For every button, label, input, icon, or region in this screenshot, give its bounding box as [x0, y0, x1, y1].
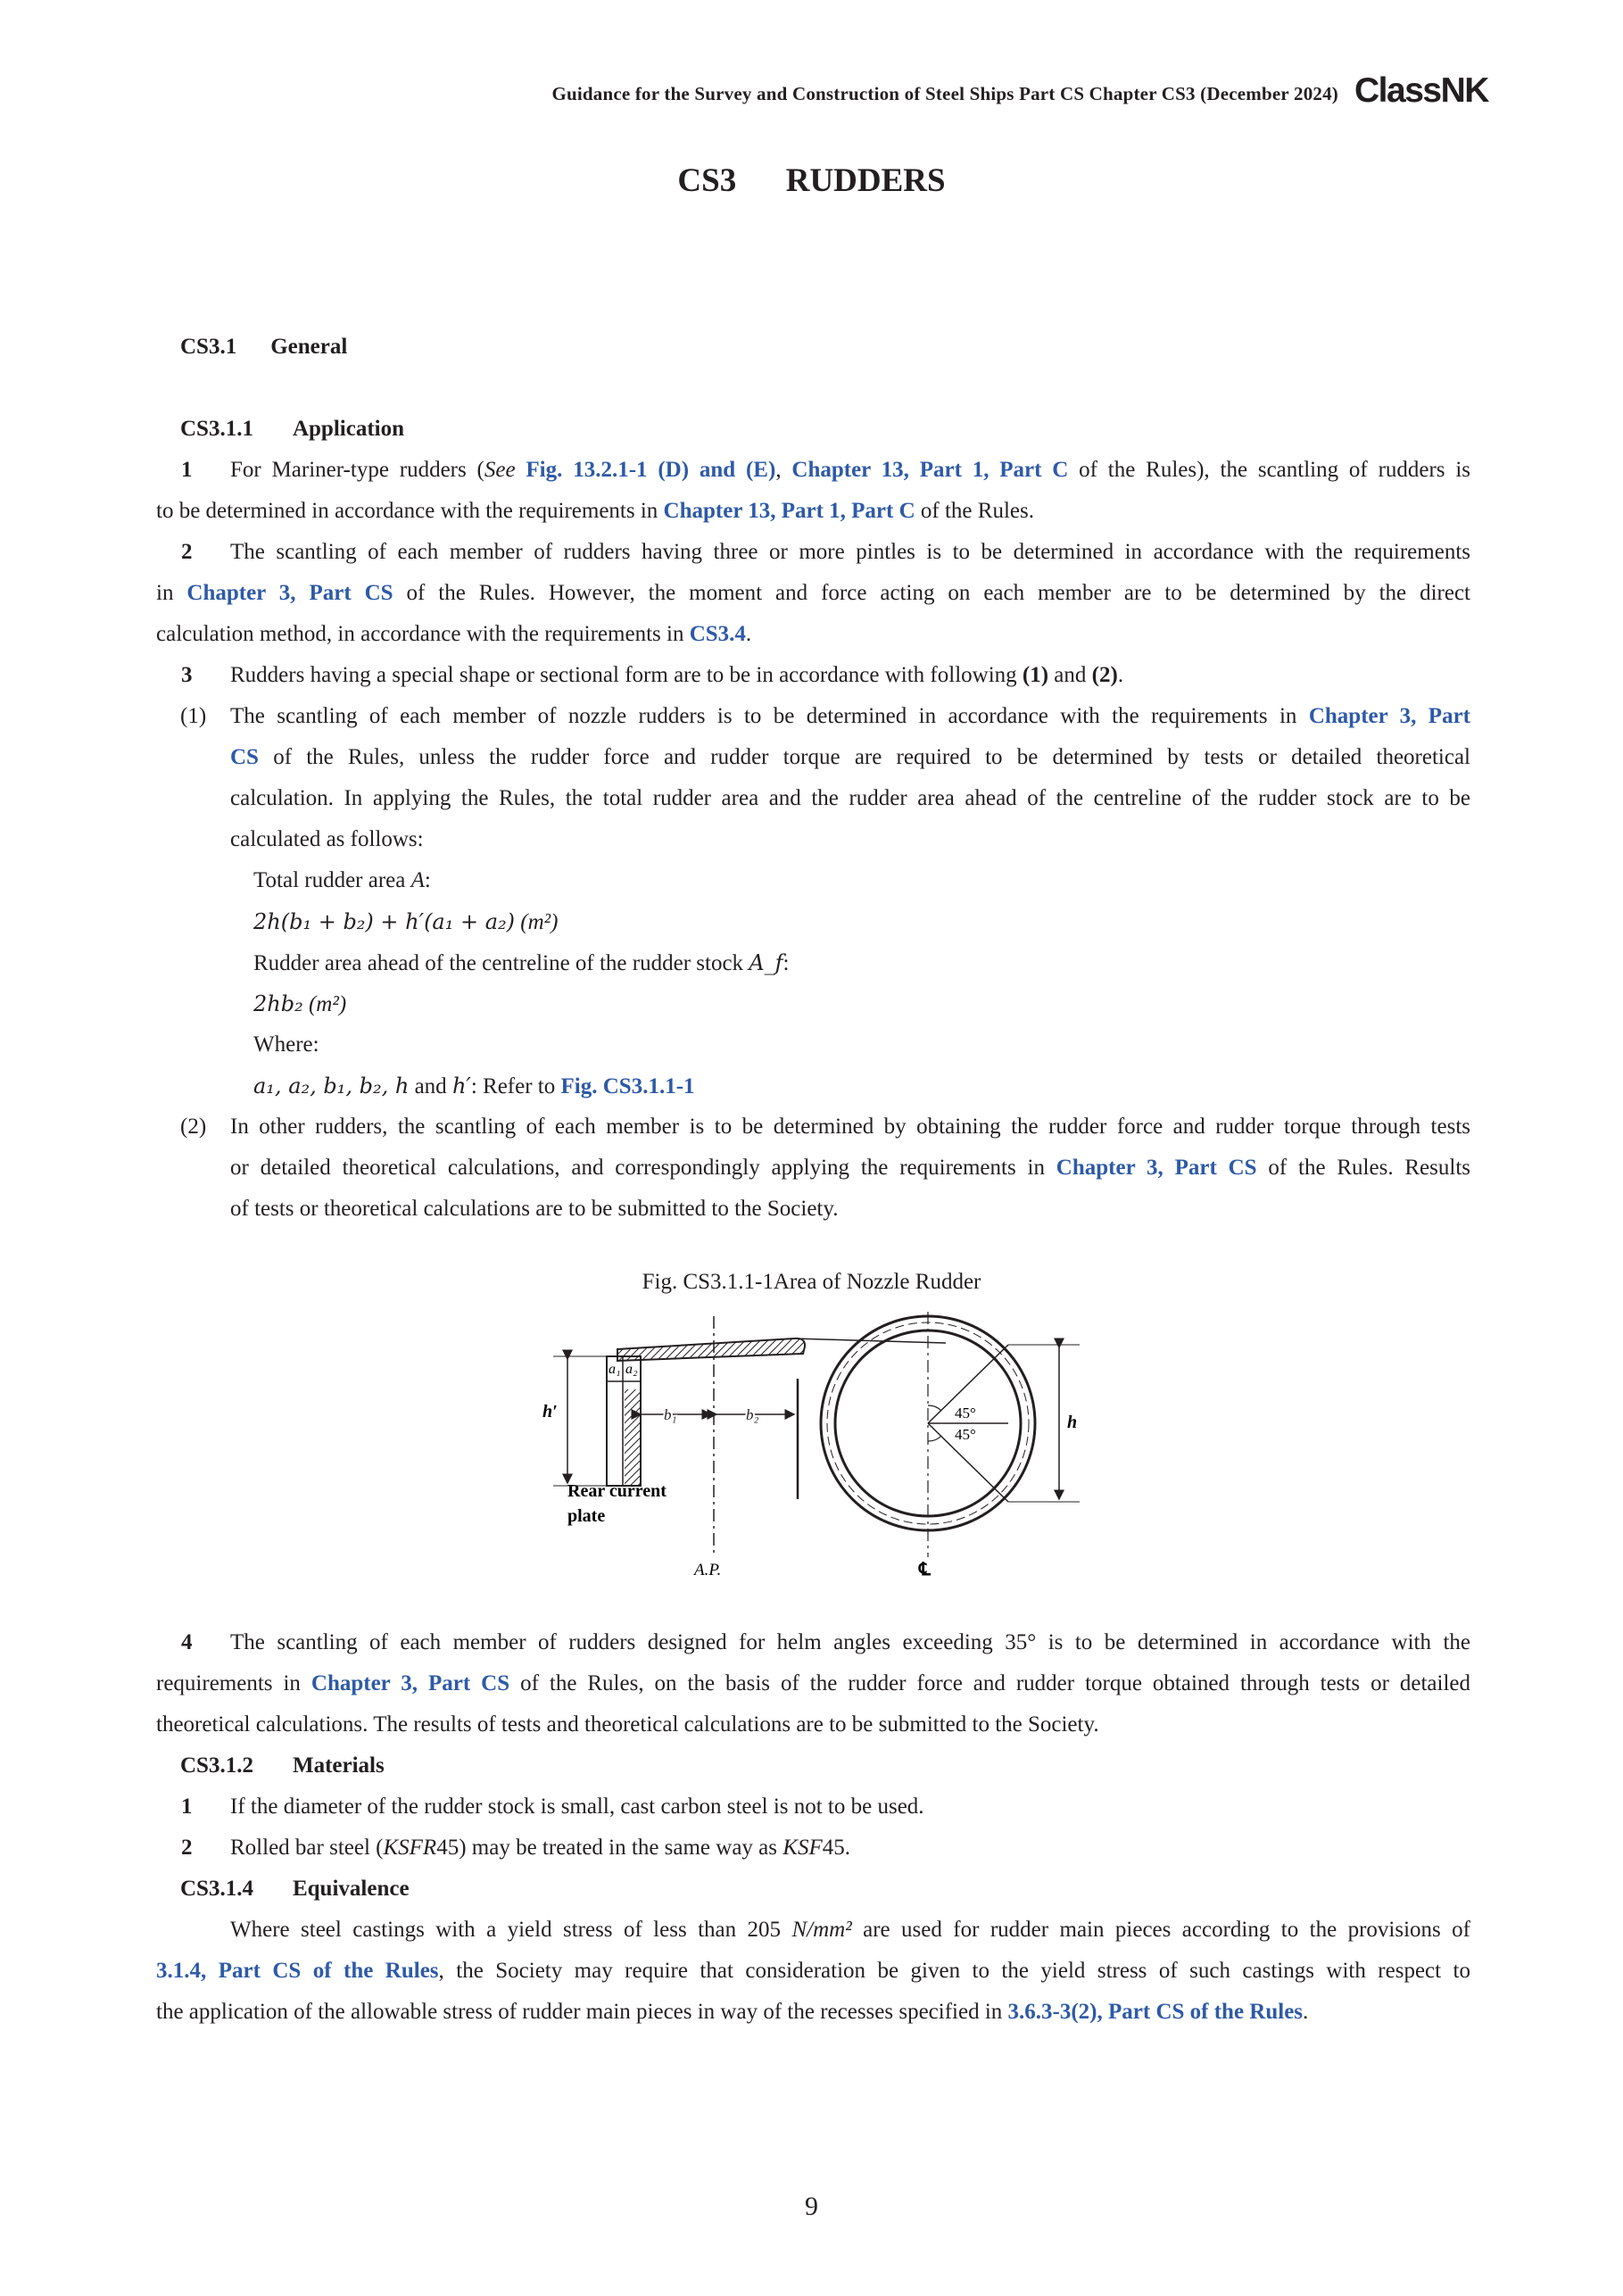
figure-caption: Fig. CS3.1.1-1Area of Nozzle Rudder	[642, 1270, 981, 1294]
section-heading-cs3-1-1: CS3.1.1 Application	[180, 417, 404, 441]
link-chapter-3[interactable]: Chapter 3, Part CS	[186, 581, 393, 605]
paragraph-2-line-3: calculation method, in accordance with the requirements in CS3.4.	[156, 622, 752, 646]
link-chapter-13[interactable]: Chapter 13, Part 1, Part C	[791, 458, 1069, 482]
formula-area-ahead: 2hb₂ (m²)	[253, 991, 347, 1016]
paragraph-1-line-2: to be determined in accordance with the requirements in Chapter 13, Part 1, Part C of the Rules.	[156, 499, 1034, 523]
paragraph-number: 3	[181, 663, 193, 687]
extension-line	[794, 1339, 946, 1343]
paragraph-number: 1	[181, 1795, 193, 1819]
label-b2: b₂	[746, 1406, 759, 1423]
label-centerline: ℄	[919, 1560, 931, 1579]
paragraph-number: 2	[181, 540, 193, 564]
section-heading-cs3-1-2: CS3.1.2 Materials	[180, 1753, 385, 1778]
paragraph-3-line-1: Rudders having a special shape or sectional form are to be in accordance with following (1) and (2).	[230, 663, 1124, 687]
equivalence-line-2: 3.1.4, Part CS of the Rules, the Society may require that consideration be given to the yield stress of such castings with respect to	[156, 1959, 1470, 1983]
item-1-line-4: calculated as follows:	[230, 827, 424, 851]
item-1-line-3: calculation. In applying the Rules, the total rudder area and the rudder area ahead of the centreline of the rudder stock are to be	[230, 786, 1470, 810]
item-1-line-2: CS of the Rules, unless the rudder force and rudder torque are required to be determined by tests or detailed theoretical	[230, 745, 1470, 769]
paragraph-2-line-1: The scantling of each member of rudders having three or more pintles is to be determined in accordance with the requirements	[230, 540, 1470, 564]
paragraph-4-line-2: requirements in Chapter 3, Part CS of the Rules, on the basis of the rudder force and rudder torque obtained through tests or detailed	[156, 1671, 1471, 1695]
rudder-area-ahead-label: Rudder area ahead of the centreline of the rudder stock A_f:	[253, 950, 790, 975]
paragraph-4-line-3: theoretical calculations. The results of tests and theoretical calculations are to be submitted to the Society.	[156, 1712, 1099, 1737]
section-heading-cs3-1: CS3.1 General	[180, 335, 348, 359]
page-number: 9	[805, 2192, 818, 2221]
item-2-line-2: or detailed theoretical calculations, and correspondingly applying the requirements in Chapter 3, Part CS of the Rules. Results	[230, 1156, 1471, 1180]
link-fig-13-2-1-1[interactable]: Fig. 13.2.1-1 (D) and (E)	[526, 458, 776, 482]
link-3-6-3-3-part-cs[interactable]: 3.6.3-3(2), Part CS of the Rules	[1007, 2000, 1304, 2024]
item-2-line-1: In other rudders, the scantling of each member is to be determined by obtaining the rudder force and rudder torque through tests	[230, 1115, 1470, 1139]
chapter-number: CS3	[677, 162, 737, 199]
paragraph-1-line-1: For Mariner-type rudders (See Fig. 13.2.1-1 (D) and (E), Chapter 13, Part 1, Part C of the Rules), the scantling of rudders is	[230, 458, 1471, 482]
item-label-1: (1)	[180, 704, 207, 728]
chapter-name: RUDDERS	[785, 162, 946, 199]
link-chapter-3-cont[interactable]: CS	[230, 745, 259, 769]
paragraph-number: 1	[181, 458, 193, 482]
formula-total-area: 2h(b₁ + b₂) + h′(a₁ + a₂) (m²)	[253, 909, 559, 934]
link-chapter-3[interactable]: Chapter 3, Part CS	[311, 1671, 510, 1695]
paragraph-4-line-1: The scantling of each member of rudders designed for helm angles exceeding 35° is to be determined in accordance with the	[230, 1630, 1470, 1654]
label-plate: plate	[567, 1506, 606, 1526]
section-heading-cs3-1-4: CS3.1.4 Equivalence	[180, 1877, 410, 1901]
label-hprime: h′	[542, 1402, 558, 1422]
link-3-1-4-part-cs[interactable]: 3.1.4, Part CS of the Rules	[156, 1959, 439, 1983]
item-2-line-3: of tests or theoretical calculations are to be submitted to the Society.	[230, 1197, 839, 1221]
paragraph-number: 4	[181, 1630, 193, 1654]
total-rudder-area-label: Total rudder area A:	[253, 868, 431, 892]
classnk-logo: ClassNK	[1354, 71, 1488, 110]
item-1-line-1: The scantling of each member of nozzle rudders is to be determined in accordance with the requirements in Chapter 3, Part	[230, 704, 1470, 728]
variables-reference: a₁, a₂, b₁, b₂, h and h′: Refer to Fig. CS3.1.1-1	[253, 1073, 695, 1098]
link-chapter-3[interactable]: Chapter 3, Part CS	[1056, 1156, 1257, 1180]
equivalence-line-3: the application of the allowable stress of rudder main pieces in way of the recesses specified in 3.6.3-3(2), Part CS of the Rules.	[156, 2000, 1309, 2024]
paragraph-number: 2	[181, 1836, 193, 1860]
label-a2: a₂	[625, 1362, 638, 1377]
label-angle-upper: 45°	[955, 1405, 976, 1422]
hatched-plate	[625, 1389, 641, 1486]
materials-line-2: Rolled bar steel (KSFR45) may be treated in the same way as KSF45.	[230, 1836, 850, 1860]
link-fig-cs3-1-1-1[interactable]: Fig. CS3.1.1-1	[560, 1074, 695, 1098]
label-angle-lower: 45°	[955, 1426, 976, 1443]
nozzle-rudder-figure	[535, 1307, 1089, 1586]
label-a1: a₁	[609, 1362, 621, 1377]
materials-line-1: If the diameter of the rudder stock is small, cast carbon steel is not to be used.	[230, 1795, 924, 1819]
where-label: Where:	[253, 1032, 319, 1057]
link-chapter-3[interactable]: Chapter 3, Part	[1308, 704, 1470, 728]
paragraph-2-line-2: in Chapter 3, Part CS of the Rules. However, the moment and force acting on each member are to be determined by the direct	[156, 581, 1470, 605]
link-cs3-4[interactable]: CS3.4	[689, 622, 746, 646]
link-chapter-13[interactable]: Chapter 13, Part 1, Part C	[663, 499, 915, 523]
equivalence-line-1: Where steel castings with a yield stress of less than 205 N/mm² are used for rudder main pieces according to the provisions of	[230, 1918, 1470, 1942]
running-header: Guidance for the Survey and Construction of Steel Ships Part CS Chapter CS3 (December 2024)	[551, 83, 1338, 104]
item-label-2: (2)	[180, 1115, 207, 1139]
label-b1: b₁	[664, 1406, 677, 1423]
label-h: h	[1067, 1413, 1078, 1432]
label-ap: A.P.	[694, 1561, 722, 1579]
nozzle-profile	[617, 1339, 805, 1361]
chapter-title	[0, 162, 1623, 200]
label-rear-current: Rear current	[567, 1481, 667, 1501]
